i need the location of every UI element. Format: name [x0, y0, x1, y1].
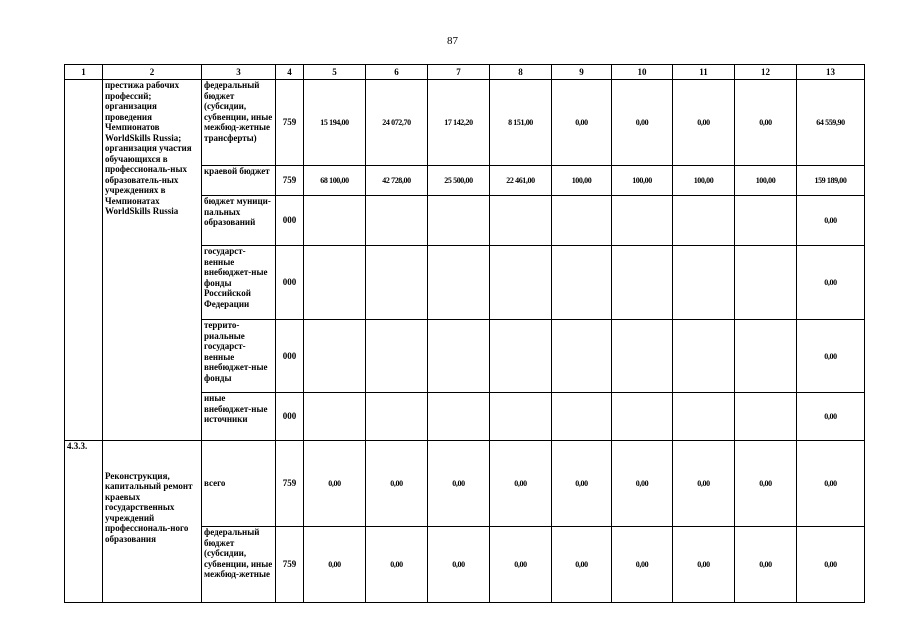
value-cell: [612, 196, 673, 246]
col-header: 8: [490, 65, 552, 80]
value-cell: 0,00: [490, 527, 552, 603]
table-row: [65, 80, 865, 166]
code-cell: 000: [276, 320, 304, 393]
value-cell: [612, 320, 673, 393]
value-cell: [366, 196, 428, 246]
col-header: 13: [797, 65, 865, 80]
value-cell: [304, 246, 366, 320]
column-header-row: [65, 65, 865, 80]
total-cell: 0,00: [797, 196, 865, 246]
funding-source: краевой бюджет: [202, 166, 276, 196]
measure-description-text: Реконструкция, капитальный ремонт краевых государственных учреждений профессиональ-ного образования: [105, 470, 193, 544]
col-header: 6: [366, 65, 428, 80]
value-cell: [428, 320, 490, 393]
col-header: 5: [304, 65, 366, 80]
page-number: 87: [447, 35, 458, 47]
col-header: 11: [673, 65, 735, 80]
code-cell: 759: [276, 80, 304, 166]
row-number: 4.3.3.: [65, 441, 103, 603]
value-cell: 24 072,70: [366, 80, 428, 166]
value-cell: 0,00: [673, 80, 735, 166]
value-cell: [366, 393, 428, 441]
value-cell: [612, 393, 673, 441]
value-cell: [552, 196, 612, 246]
value-cell: [366, 320, 428, 393]
total-cell: 0,00: [797, 246, 865, 320]
value-cell: 22 461,00: [490, 166, 552, 196]
total-cell: 0,00: [797, 320, 865, 393]
value-cell: [490, 320, 552, 393]
value-cell: [428, 246, 490, 320]
value-cell: 0,00: [735, 441, 797, 527]
value-cell: [428, 196, 490, 246]
value-cell: [735, 246, 797, 320]
value-cell: 0,00: [552, 441, 612, 527]
value-cell: [673, 246, 735, 320]
value-cell: [552, 320, 612, 393]
funding-source: террито-риальные государст-венные внебюджет-ные фонды: [202, 320, 276, 393]
value-cell: [490, 246, 552, 320]
funding-source: бюджет муници-пальных образований: [202, 196, 276, 246]
value-cell: 0,00: [735, 527, 797, 603]
funding-source: федеральный бюджет (субсидии, субвенции, иные межбюд-жетные трансферты): [202, 80, 276, 166]
total-cell: 0,00: [797, 527, 865, 603]
funding-source: иные внебюджет-ные источники: [202, 393, 276, 441]
code-cell: 759: [276, 441, 304, 527]
value-cell: [735, 320, 797, 393]
code-cell: 000: [276, 246, 304, 320]
value-cell: 0,00: [552, 80, 612, 166]
value-cell: 0,00: [612, 527, 673, 603]
value-cell: [304, 320, 366, 393]
measure-description: [103, 470, 202, 603]
budget-table: [64, 64, 865, 603]
value-cell: 0,00: [735, 80, 797, 166]
value-cell: [552, 393, 612, 441]
value-cell: [304, 196, 366, 246]
value-cell: 0,00: [428, 527, 490, 603]
value-cell: [428, 393, 490, 441]
value-cell: 0,00: [612, 441, 673, 527]
value-cell: [673, 320, 735, 393]
value-cell: 0,00: [552, 527, 612, 603]
value-cell: 0,00: [612, 80, 673, 166]
value-cell: 100,00: [612, 166, 673, 196]
col-header: 10: [612, 65, 673, 80]
col-header: 1: [65, 65, 103, 80]
code-cell: 759: [276, 166, 304, 196]
value-cell: 68 100,00: [304, 166, 366, 196]
measure-description: престижа рабочих профессий; организация проведения Чемпионатов WorldSkills Russia; организация участия обучающихся в профессиональ-ных образователь-ных учреждениях в Чемпионатах WorldSkills Russia: [103, 80, 202, 441]
funding-source: всего: [202, 441, 276, 527]
value-cell: 15 194,00: [304, 80, 366, 166]
value-cell: [490, 196, 552, 246]
value-cell: 0,00: [304, 441, 366, 527]
row-number-cell: [65, 80, 103, 441]
value-cell: [490, 393, 552, 441]
value-cell: 0,00: [366, 527, 428, 603]
value-cell: [552, 246, 612, 320]
value-cell: 25 500,00: [428, 166, 490, 196]
value-cell: 100,00: [673, 166, 735, 196]
value-cell: 100,00: [552, 166, 612, 196]
value-cell: 8 151,00: [490, 80, 552, 166]
code-cell: 000: [276, 196, 304, 246]
value-cell: [735, 196, 797, 246]
value-cell: 42 728,00: [366, 166, 428, 196]
value-cell: 0,00: [673, 441, 735, 527]
value-cell: 0,00: [366, 441, 428, 527]
value-cell: 100,00: [735, 166, 797, 196]
value-cell: [673, 393, 735, 441]
value-cell: 0,00: [304, 527, 366, 603]
total-cell: 159 189,00: [797, 166, 865, 196]
total-cell: 0,00: [797, 441, 865, 527]
value-cell: 17 142,20: [428, 80, 490, 166]
value-cell: [304, 393, 366, 441]
col-header: 9: [552, 65, 612, 80]
col-header: 2: [103, 65, 202, 80]
code-cell: 759: [276, 527, 304, 603]
value-cell: 0,00: [490, 441, 552, 527]
table-row: [65, 527, 865, 603]
value-cell: [366, 246, 428, 320]
funding-source: федеральный бюджет (субсидии, субвенции, иные межбюд-жетные: [202, 527, 276, 603]
value-cell: [735, 393, 797, 441]
value-cell: 0,00: [673, 527, 735, 603]
funding-source: государст-венные внебюджет-ные фонды Российской Федерации: [202, 246, 276, 320]
total-cell: 64 559,90: [797, 80, 865, 166]
col-header: 12: [735, 65, 797, 80]
total-cell: 0,00: [797, 393, 865, 441]
col-header: 7: [428, 65, 490, 80]
col-header: 4: [276, 65, 304, 80]
value-cell: [673, 196, 735, 246]
code-cell: 000: [276, 393, 304, 441]
value-cell: 0,00: [428, 441, 490, 527]
col-header: 3: [202, 65, 276, 80]
value-cell: [612, 246, 673, 320]
